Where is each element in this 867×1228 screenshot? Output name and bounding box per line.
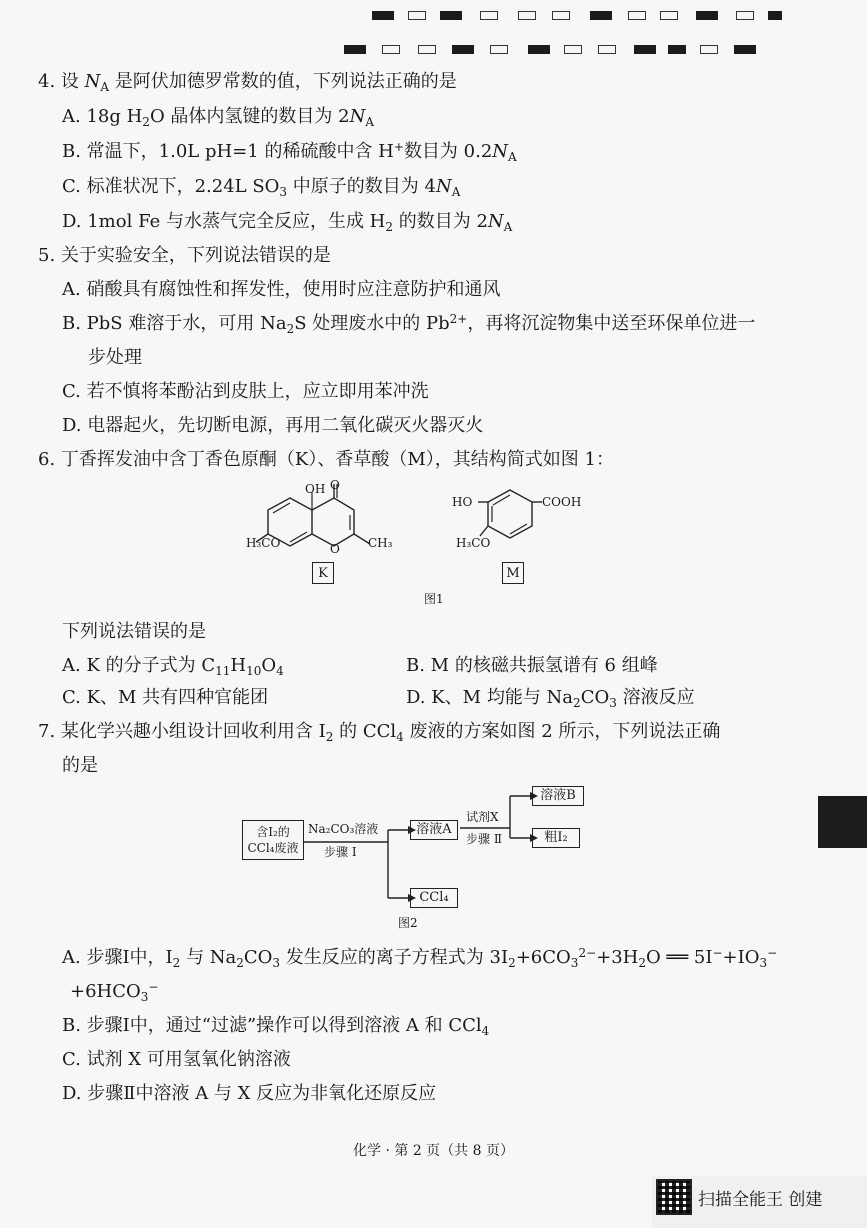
q4-stem: 4. 设 $N_A$ 是阿伏加德罗常数的值，下列说法正确的是 — [38, 71, 457, 94]
mark-filled — [768, 11, 782, 20]
mark-filled — [344, 45, 366, 54]
k-o-label: O — [330, 478, 340, 492]
mark-filled — [668, 45, 686, 54]
q6-option-b: B. M 的核磁共振氢谱有 6 组峰 — [406, 655, 658, 676]
mark-filled — [734, 45, 756, 54]
box-crude-iodine: 粗I₂ — [532, 828, 580, 848]
q7-option-b: B. 步骤Ⅰ中，通过“过滤”操作可以得到溶液 A 和 CCl$_4$ — [62, 1015, 490, 1038]
q7-stem-line2: 的是 — [62, 755, 98, 776]
q5-option-d: D. 电器起火，先切断电源，再用二氧化碳灭火器灭火 — [62, 415, 484, 436]
q6-sub-stem: 下列说法错误的是 — [62, 621, 206, 642]
mark-filled — [372, 11, 394, 20]
mark-open — [518, 11, 536, 20]
k-ring-o-label: O — [330, 542, 340, 556]
box-solution-a: 溶液A — [410, 820, 458, 840]
q6-stem: 6. 丁香挥发油中含丁香色原酮（K）、香草酸（M），其结构简式如图 1： — [38, 449, 614, 470]
mark-filled — [528, 45, 550, 54]
arrow2-label-top: 试剂X — [466, 810, 499, 824]
q5-option-b: B. PbS 难溶于水，可用 $Na_2S$ 处理废水中的 $Pb^{2+}$，再将沉淀物集中送至环保单位进一 — [62, 312, 756, 336]
figure-1-caption: 图1 — [424, 592, 444, 606]
mark-open — [598, 45, 616, 54]
m-label-box: M — [502, 562, 524, 584]
q5-option-b-cont: 步处理 — [88, 347, 142, 368]
mark-filled — [590, 11, 612, 20]
q5-option-a: A. 硝酸具有腐蚀性和挥发性，使用时应注意防护和通风 — [62, 279, 501, 300]
k-ch3-label: CH₃ — [368, 536, 393, 550]
q6-option-d: D. K、M 均能与 $Na_2CO_3$ 溶液反应 — [406, 687, 695, 710]
q7-option-a-line1: A. 步骤Ⅰ中，$I_2$ 与 $Na_2CO_3$ 发生反应的离子方程式为 $3I_2+6CO_3^{2-}+3H_2O$ ══ $5I^-+IO_3^-$ — [62, 946, 778, 970]
box-waste-liquid: 含I₂的 CCl₄废液 — [242, 820, 304, 860]
mark-open — [552, 11, 570, 20]
k-oh-label: OH — [305, 482, 326, 496]
q4-option-a: A. 18g $H_2O$ 晶体内氢键的数目为 $2N_A$ — [62, 106, 375, 129]
mark-open — [490, 45, 508, 54]
q4-option-c: C. 标准状况下，2.24L $SO_3$ 中原子的数目为 $4N_A$ — [62, 176, 461, 199]
q6-option-c: C. K、M 共有四种官能团 — [62, 687, 269, 708]
box-ccl4: CCl₄ — [410, 888, 458, 908]
mark-open — [480, 11, 498, 20]
mark-open — [660, 11, 678, 20]
side-black-tab — [818, 796, 867, 848]
box-solution-b: 溶液B — [532, 786, 584, 806]
m-cooh-label: COOH — [542, 495, 582, 509]
page-footer: 化学 · 第 2 页（共 8 页） — [353, 1143, 514, 1159]
m-h3co-label: H₃CO — [456, 536, 491, 550]
q7-option-c: C. 试剂 X 可用氢氧化钠溶液 — [62, 1049, 291, 1070]
q7-option-d: D. 步骤Ⅱ中溶液 A 与 X 反应为非氧化还原反应 — [62, 1083, 437, 1104]
mark-open — [736, 11, 754, 20]
scanner-text: 扫描全能王 创建 — [698, 1190, 823, 1210]
scanner-watermark — [652, 1176, 867, 1228]
q6-option-a: A. K 的分子式为 $C_{11}H_{10}O_4$ — [62, 655, 284, 678]
q5-stem: 5. 关于实验安全，下列说法错误的是 — [38, 245, 331, 266]
figure-2-caption: 图2 — [398, 916, 418, 930]
qr-code-icon — [656, 1179, 692, 1215]
k-h3co-label: H₃CO — [246, 536, 281, 550]
arrow1-label-top: Na₂CO₃溶液 — [308, 822, 379, 836]
registration-marks — [0, 0, 867, 80]
mark-filled — [440, 11, 462, 20]
mark-open — [408, 11, 426, 20]
mark-filled — [452, 45, 474, 54]
mark-open — [628, 11, 646, 20]
q7-stem-line1: 7. 某化学兴趣小组设计回收利用含 $I_2$ 的 CCl$_4$ 废液的方案如图 2 所示，下列说法正确 — [38, 721, 721, 744]
m-ho-label: HO — [452, 495, 473, 509]
q7-option-a-line2: $+6HCO_3^-$ — [70, 980, 159, 1004]
q4-option-d: D. 1mol Fe 与水蒸气完全反应，生成 $H_2$ 的数目为 $2N_A$ — [62, 211, 513, 234]
arrow1-label-bottom: 步骤 Ⅰ — [324, 845, 357, 859]
q4-option-b: B. 常温下，1.0L pH=1 的稀硫酸中含 H+数目为 $0.2N_A$ — [62, 140, 517, 164]
mark-open — [564, 45, 582, 54]
k-label-box: K — [312, 562, 334, 584]
mark-filled — [696, 11, 718, 20]
mark-open — [382, 45, 400, 54]
mark-open — [418, 45, 436, 54]
mark-filled — [634, 45, 656, 54]
q5-option-c: C. 若不慎将苯酚沾到皮肤上，应立即用苯冲洗 — [62, 381, 429, 402]
arrow2-label-bottom: 步骤 Ⅱ — [466, 832, 502, 846]
mark-open — [700, 45, 718, 54]
